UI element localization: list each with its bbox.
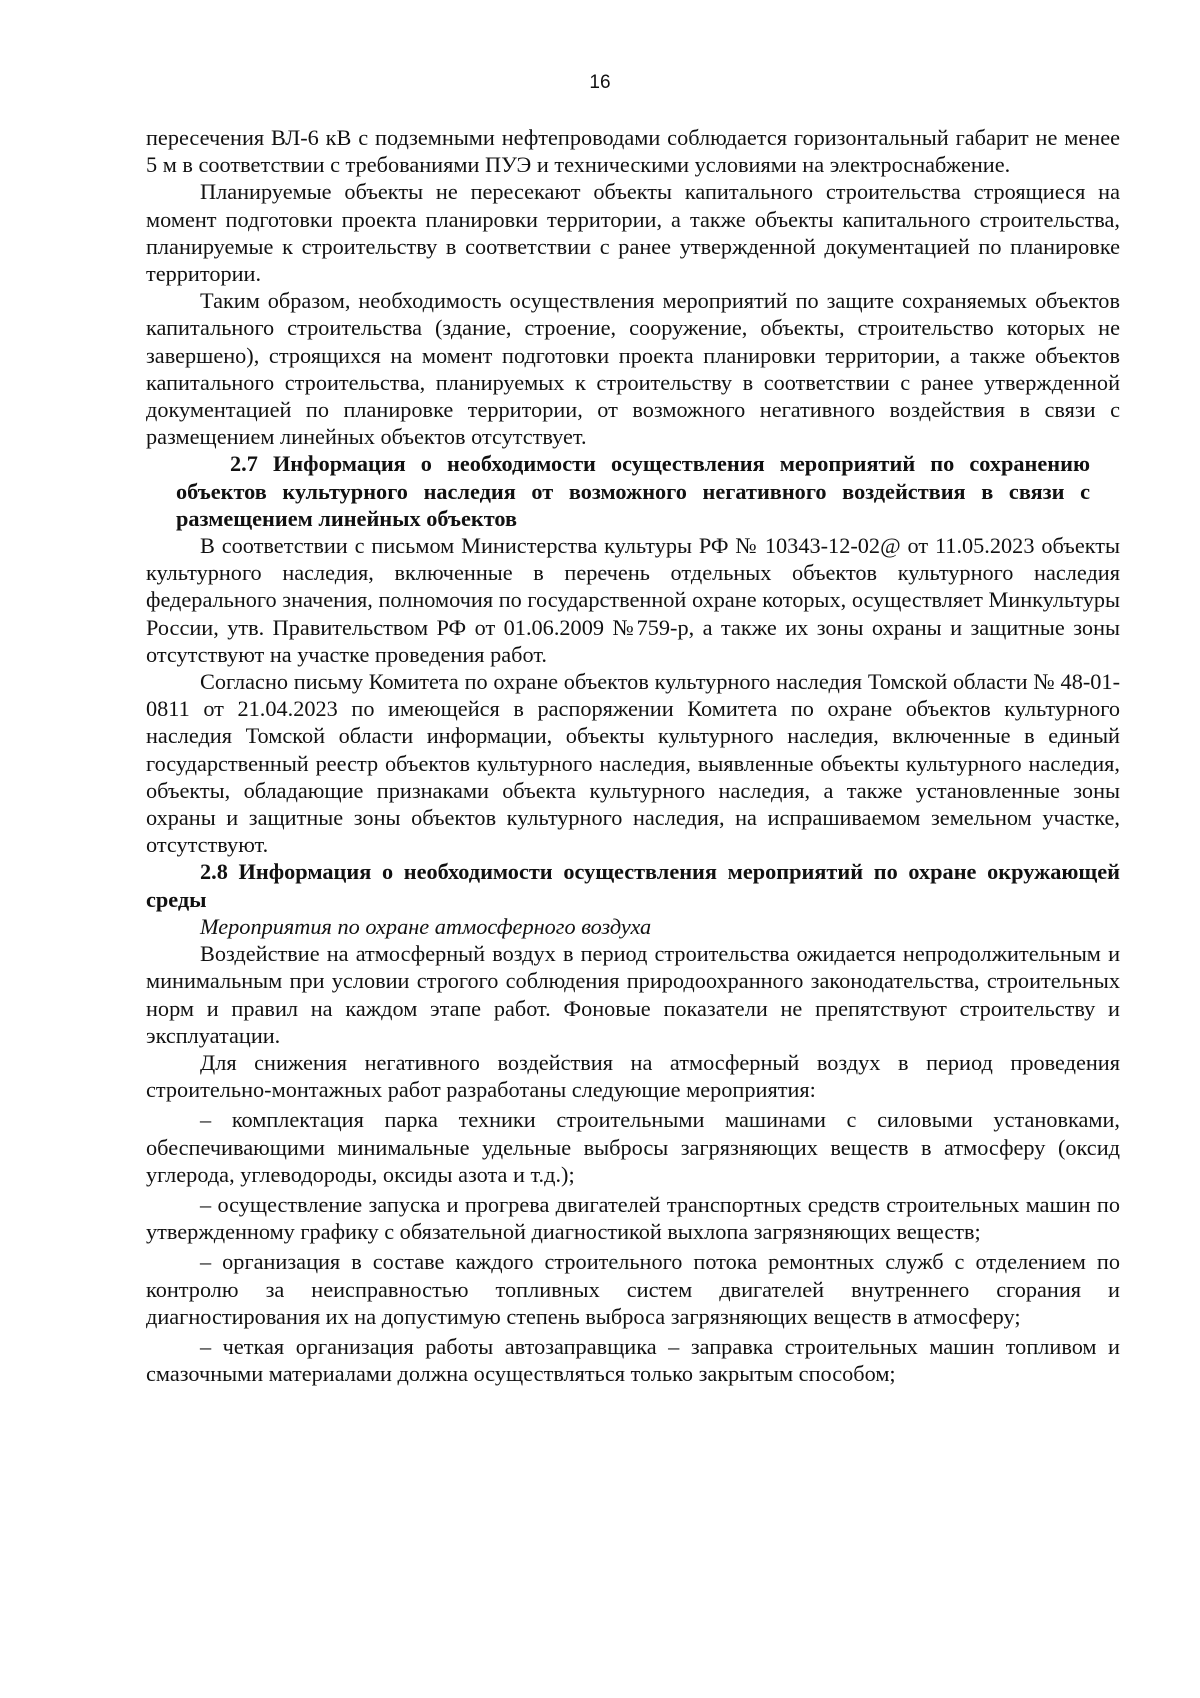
intro-paragraph-1: пересечения ВЛ-6 кВ с подземными нефтепроводами соблюдается горизонтальный габарит не менее 5 м в соответствии с требованиями ПУЭ и техническими условиями на электроснабжение. — [146, 125, 1120, 178]
list-item: – организация в составе каждого строительного потока ремонтных служб с отделением по контролю за неисправностью топливных систем двигателей внутреннего сгорания и диагностирования их на допустимую степень выброса загрязняющих веществ в атмосферу; — [146, 1249, 1120, 1329]
intro-paragraph-2: Планируемые объекты не пересекают объекты капитального строительства строящиеся на момент подготовки проекта планировки территории, а также объекты капитального строительства, планируемые к строительству в соответствии с ранее утвержденной документацией по планировке территории. — [146, 179, 1120, 287]
section-2-7-heading: 2.7 Информация о необходимости осуществления мероприятий по сохранению объектов культурного наследия от возможного негативного воздействия в связи с размещением линейных объектов — [176, 451, 1090, 531]
section-2-8-heading: 2.8 Информация о необходимости осуществления мероприятий по охране окружающей среды — [146, 859, 1120, 912]
list-item: – комплектация парка техники строительными машинами с силовыми установками, обеспечивающими минимальные удельные выбросы загрязняющих веществ в атмосферу (оксид углерода, углеводороды, оксиды азота и т.д.); — [146, 1107, 1120, 1187]
page-number: 16 — [589, 72, 611, 93]
intro-paragraph-3: Таким образом, необходимость осуществления мероприятий по защите сохраняемых объектов капитального строительства (здание, строение, сооружение, объекты, строительство которых не завершено), строящихся на момент подготовки проекта планировки территории, а также объектов капитального строительства, планируемых к строительству в соответствии с ранее утвержденной документацией по планировке территории, от возможного негативного воздействия в связи с размещением линейных объектов отсутствует. — [146, 288, 1120, 450]
list-item: – четкая организация работы автозаправщика – заправка строительных машин топливом и смазочными материалами должна осуществляться только закрытым способом; — [146, 1333, 1120, 1387]
list-item: – осуществление запуска и прогрева двигателей транспортных средств строительных машин по утвержденному графику с обязательной диагностикой выхлопа загрязняющих веществ; — [146, 1191, 1120, 1245]
section-2-8-paragraph-2: Для снижения негативного воздействия на атмосферный воздух в период проведения строительно-монтажных работ разработаны следующие мероприятия: — [146, 1049, 1120, 1103]
document-body — [146, 124, 1120, 1387]
section-2-7-paragraph-2: Согласно письму Комитета по охране объектов культурного наследия Томской области № 48-01-0811 от 21.04.2023 по имеющейся в распоряжении Комитета по охране объектов культурного наследия Томской области информации, объекты культурного наследия, включенные в единый государственный реестр объектов культурного наследия, выявленные объекты культурного наследия, объекты, обладающие признаками объекта культурного наследия, а также установленные зоны охраны и защитные зоны объектов культурного наследия, на испрашиваемом земельном участке, отсутствуют. — [146, 669, 1120, 858]
section-2-7-paragraph-1: В соответствии с письмом Министерства культуры РФ № 10343-12-02@ от 11.05.2023 объекты культурного наследия, включенные в перечень отдельных объектов культурного наследия федерального значения, полномочия по государственной охране которых, осуществляет Минкультуры России, утв. Правительством РФ от 01.06.2009 №759-р, а также их зоны охраны и защитные зоны отсутствуют на участке проведения работ. — [146, 533, 1120, 667]
section-2-8-paragraph-1: Воздействие на атмосферный воздух в период строительства ожидается непродолжительным и минимальным при условии строгого соблюдения природоохранного законодательства, строительных норм и правил на каждом этапе работ. Фоновые показатели не препятствуют строительству и эксплуатации. — [146, 941, 1120, 1048]
section-2-8-subheading: Мероприятия по охране атмосферного воздуха — [200, 913, 652, 939]
